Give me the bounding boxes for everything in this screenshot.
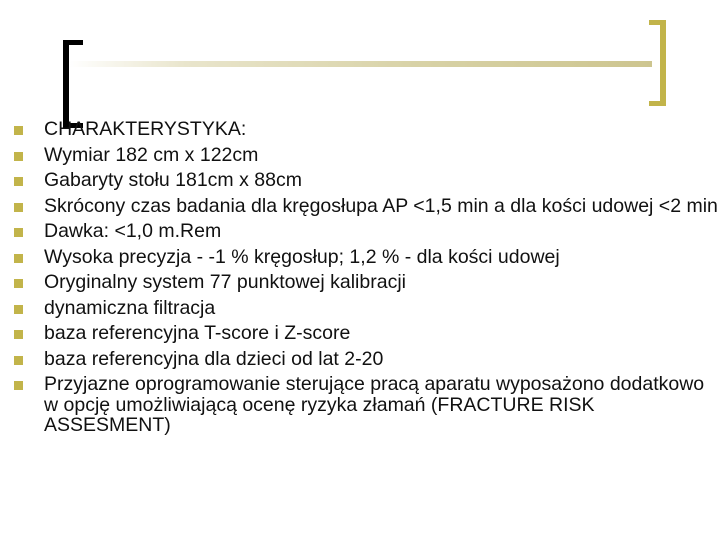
left-bracket-decoration (63, 40, 69, 128)
square-bullet-icon (14, 177, 23, 186)
square-bullet-icon (14, 279, 23, 288)
list-item (14, 145, 720, 166)
list-item-text: Oryginalny system 77 punktowej kalibracji (44, 271, 406, 293)
square-bullet-icon (14, 254, 23, 263)
list-item-text: Skrócony czas badania dla kręgosłupa AP <1,5 min a dla kości udowej <2 min (44, 194, 718, 217)
square-bullet-icon (14, 330, 23, 339)
square-bullet-icon (14, 152, 23, 161)
square-bullet-icon (14, 381, 23, 390)
right-bracket-top-decoration (649, 20, 666, 25)
list-item (14, 119, 720, 140)
list-item (14, 349, 720, 370)
right-bracket-bottom-decoration (649, 101, 666, 106)
list-item-text: Dawka: <1,0 m.Rem (44, 220, 222, 242)
list-item-text: Wysoka precyzja - -1 % kręgosłup; 1,2 % - dla kości udowej (44, 245, 560, 268)
square-bullet-icon (14, 203, 23, 212)
list-item (14, 298, 720, 319)
list-item (14, 374, 720, 436)
list-item (14, 196, 720, 217)
right-bracket-decoration (660, 20, 666, 106)
square-bullet-icon (14, 126, 23, 135)
list-item-text: dynamiczna filtracja (44, 296, 216, 319)
list-item-text: Przyjazne oprogramowanie sterujące pracą aparatu wyposażono dodatkowo w opcję umożliwiającą ocenę ryzyka złamań (FRACTURE RISK ASSESMENT) (44, 373, 705, 436)
list-item-text: baza referencyjna dla dzieci od lat 2-20 (44, 347, 384, 370)
list-item-text: CHARAKTERYSTYKA: (44, 118, 247, 140)
list-item (14, 170, 720, 191)
list-item-text: Wymiar 182 cm x 122cm (44, 143, 259, 166)
header-accent-line (69, 61, 652, 67)
list-item (14, 221, 720, 242)
list-item (14, 323, 720, 344)
list-item-text: baza referencyjna T-score i Z-score (44, 322, 351, 344)
square-bullet-icon (14, 305, 23, 314)
list-item (14, 247, 720, 268)
list-item (14, 272, 720, 293)
square-bullet-icon (14, 228, 23, 237)
list-item-text: Gabaryty stołu 181cm x 88cm (44, 169, 302, 191)
square-bullet-icon (14, 356, 23, 365)
left-bracket-top-decoration (63, 40, 83, 45)
characteristics-list (14, 119, 720, 441)
